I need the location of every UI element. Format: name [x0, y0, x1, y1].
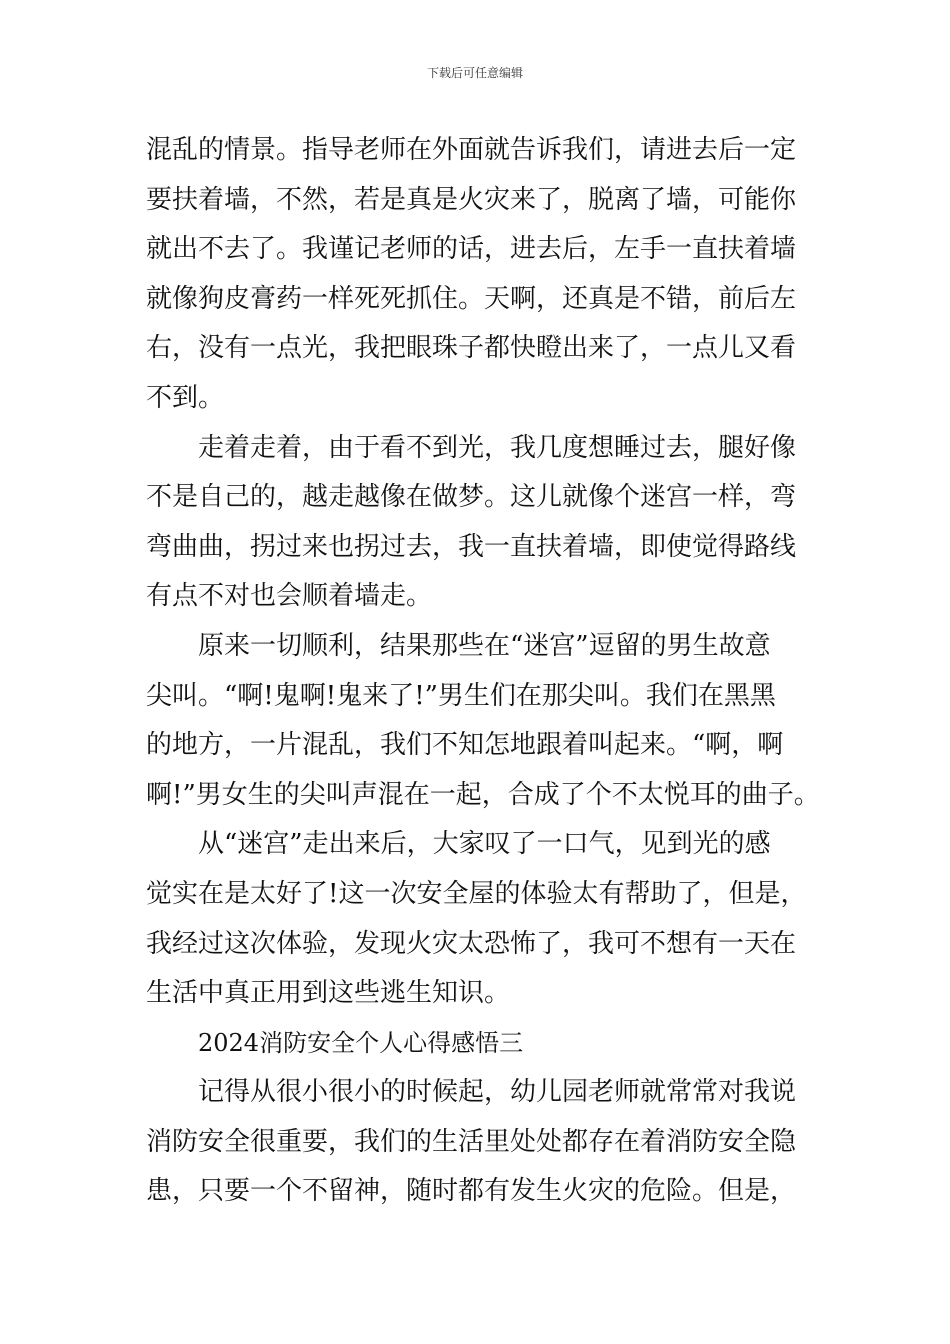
- text-line: 不到。: [146, 382, 225, 413]
- text-line: 就出不去了。我谨记老师的话，进去后，左手一直扶着墙: [146, 234, 797, 265]
- text-line: 的地方，一片混乱，我们不知怎地跟着叫起来。“啊，啊: [146, 730, 784, 761]
- text-line: 要扶着墙，不然，若是真是火灾来了，脱离了墙，可能你: [146, 184, 797, 215]
- text-line: 右，没有一点光，我把眼珠子都快瞪出来了，一点儿又看: [146, 333, 797, 364]
- text-line: 觉实在是太好了!这一次安全屋的体验太有帮助了，但是，: [146, 878, 807, 909]
- paragraph-first-line: 从“迷宫”走出来后，大家叹了一口气，见到光的感: [198, 829, 771, 860]
- text-line: 混乱的情景。指导老师在外面就告诉我们，请进去后一定: [146, 135, 797, 165]
- text-line: 患，只要一个不留神，随时都有发生火灾的危险。但是，: [146, 1176, 797, 1207]
- text-line: 尖叫。“啊!鬼啊!鬼来了!”男生们在那尖叫。我们在黑黑: [146, 680, 776, 711]
- text-line: 弯曲曲，拐过来也拐过去，我一直扶着墙，即使觉得路线: [146, 531, 797, 562]
- text-line: 啊!”男女生的尖叫声混在一起，合成了个不太悦耳的曲子。: [146, 779, 820, 810]
- document-body: [146, 126, 820, 1217]
- paragraph-first-line: 记得从很小很小的时候起，幼儿园老师就常常对我说: [198, 1077, 797, 1108]
- paragraph-first-line: 走着走着，由于看不到光，我几度想睡过去，腿好像: [198, 432, 797, 463]
- text-line: 就像狗皮膏药一样死死抓住。天啊，还真是不错，前后左: [146, 283, 797, 314]
- paragraph-first-line: 原来一切顺利，结果那些在“迷宫”逗留的男生故意: [198, 630, 771, 661]
- text-line: 有点不对也会顺着墙走。: [146, 581, 433, 612]
- text-line: 生活中真正用到这些逃生知识。: [146, 978, 511, 1009]
- page-header: 下载后可任意编辑: [426, 66, 523, 80]
- text-line: 我经过这次体验，发现火灾太恐怖了，我可不想有一天在: [146, 928, 797, 959]
- section-heading: 2024消防安全个人心得感悟三: [198, 1028, 524, 1057]
- text-line: 消防安全很重要，我们的生活里处处都存在着消防安全隐: [146, 1126, 797, 1157]
- text-line: 不是自己的，越走越像在做梦。这儿就像个迷宫一样，弯: [146, 482, 797, 513]
